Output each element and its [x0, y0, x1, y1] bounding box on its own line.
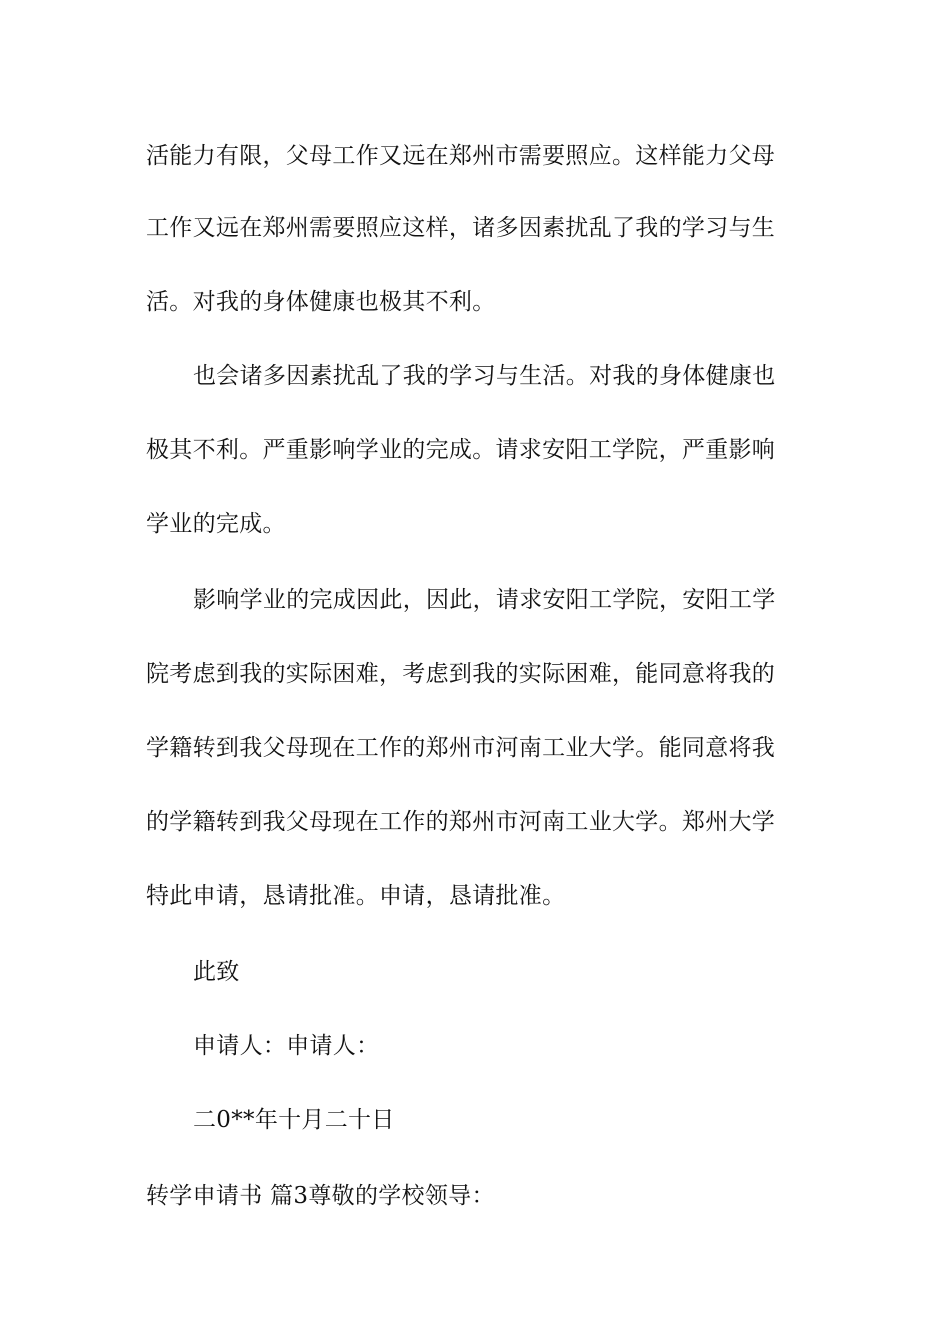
text-line-6: 学业的完成。	[146, 511, 286, 537]
text-line-9: 学籍转到我父母现在工作的郑州市河南工业大学。能同意将我	[146, 735, 776, 761]
text-line-10: 的学籍转到我父母现在工作的郑州市河南工业大学。郑州大学	[146, 809, 776, 835]
date-line: 二0**年十月二十日	[193, 1107, 395, 1133]
text-line-11: 特此申请，恳请批准。申请，恳请批准。	[146, 883, 566, 909]
text-line-5: 极其不利。严重影响学业的完成。请求安阳工学院，严重影响	[146, 437, 776, 463]
applicant-line: 申请人：申请人：	[193, 1033, 380, 1059]
text-line-8: 院考虑到我的实际困难，考虑到我的实际困难，能同意将我的	[146, 661, 776, 687]
next-section-heading: 转学申请书 篇3尊敬的学校领导：	[146, 1183, 495, 1209]
text-line-2: 工作又远在郑州需要照应这样，诸多因素扰乱了我的学习与生	[146, 215, 776, 241]
text-line-3: 活。对我的身体健康也极其不利。	[146, 289, 496, 315]
text-line-4: 也会诸多因素扰乱了我的学习与生活。对我的身体健康也	[193, 363, 776, 389]
closing-salutation: 此致	[193, 959, 240, 985]
text-line-7: 影响学业的完成因此，因此，请求安阳工学院，安阳工学	[193, 587, 776, 613]
text-line-1: 活能力有限，父母工作又远在郑州市需要照应。这样能力父母	[146, 143, 776, 169]
